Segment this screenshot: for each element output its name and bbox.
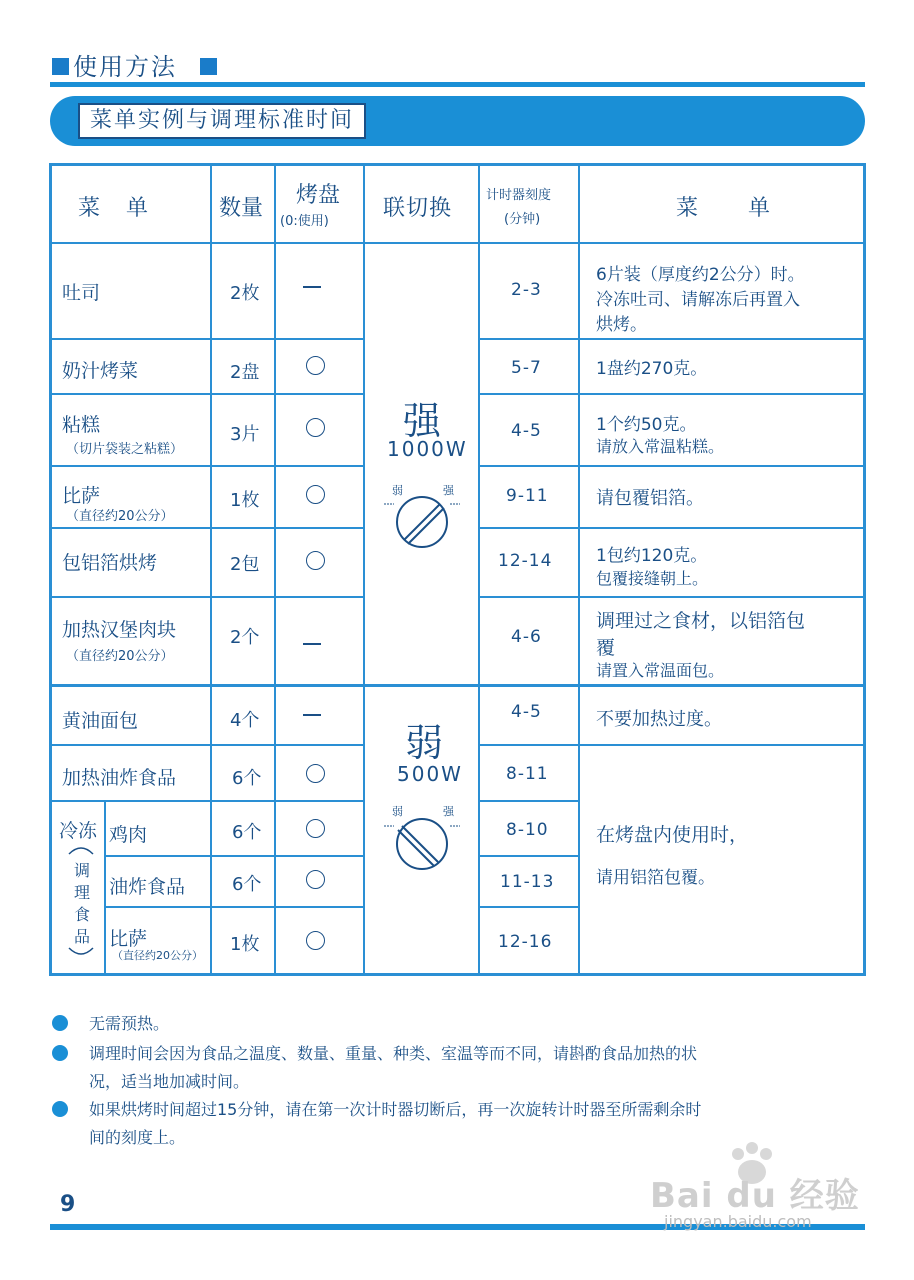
row-note: 1包约120克。 <box>596 546 708 566</box>
row-note: 1盘约270克。 <box>596 359 708 379</box>
row-name: 包铝箔烘烤 <box>62 552 158 574</box>
row-qty: 6个 <box>232 874 262 895</box>
watermark-url: jingyan.baidu.com <box>664 1212 812 1231</box>
row-note: 包覆接缝朝上。 <box>596 569 709 588</box>
timer-knob-low-icon <box>380 814 464 874</box>
row-sub: （直径约20公分） <box>66 509 174 524</box>
row-name: 粘糕 <box>62 414 101 436</box>
header-tray-sub: (0:使用) <box>280 214 329 229</box>
col-divider <box>478 165 480 973</box>
row-name: 油炸食品 <box>109 876 186 898</box>
col-divider <box>104 800 106 973</box>
row-time: 4-5 <box>511 702 542 722</box>
footnote-text: 调理时间会因为食品之温度、数量、重量、种类、室温等而不同，请斟酌食品加热的状 <box>89 1044 698 1063</box>
header-switch: 联切换 <box>383 196 453 221</box>
row-divider <box>478 906 578 908</box>
row-sub: （切片袋装之粘糕） <box>66 442 184 457</box>
section-divider <box>52 684 864 687</box>
row-divider <box>478 744 864 746</box>
row-name: 比萨 <box>109 928 148 950</box>
row-qty: 2盘 <box>230 362 260 383</box>
header-qty: 数量 <box>219 196 264 221</box>
row-divider <box>52 800 363 802</box>
row-divider <box>478 465 864 467</box>
tray-none-icon <box>303 286 321 288</box>
row-name: 比萨 <box>62 485 101 507</box>
high-label: 强 <box>403 399 442 443</box>
col-divider <box>363 165 365 973</box>
row-qty: 6个 <box>232 768 262 789</box>
footnote-text: 无需预热。 <box>89 1014 170 1033</box>
header-timer-sub: (分钟) <box>504 212 541 227</box>
watermark-brand: Bai du 经验 <box>650 1176 860 1216</box>
bracket-bottom-icon <box>66 946 96 960</box>
row-qty: 2个 <box>230 627 260 648</box>
tray-use-icon <box>306 764 325 783</box>
frozen-group-char: 理 <box>74 883 91 902</box>
row-time: 5-7 <box>511 358 542 378</box>
row-name: 鸡肉 <box>109 824 148 846</box>
row-time: 2-3 <box>511 280 542 300</box>
row-note: 调理过之食材，以铝箔包 <box>596 610 806 632</box>
row-note: 不要加热过度。 <box>596 709 722 730</box>
footnote-text: 如果烘烤时间超过15分钟，请在第一次计时器切断后，再一次旋转计时器至所需剩余时 <box>89 1100 702 1119</box>
row-note: 1个约50克。 <box>596 415 697 435</box>
row-qty: 2枚 <box>230 283 260 304</box>
header-note: 菜 单 <box>676 196 773 221</box>
row-note: 请包覆铝箔。 <box>596 488 704 509</box>
row-divider <box>52 465 363 467</box>
tray-none-icon <box>303 643 321 645</box>
header-menu: 菜 单 <box>78 196 151 221</box>
top-rule <box>50 82 865 87</box>
col-divider <box>210 165 212 973</box>
bullet-icon <box>52 1101 68 1117</box>
section-title: 使用方法 <box>73 53 177 81</box>
row-note: 覆 <box>596 637 616 659</box>
row-divider <box>52 338 363 340</box>
col-divider <box>578 165 580 973</box>
row-divider <box>104 906 363 908</box>
row-divider <box>478 596 864 598</box>
timer-knob-high-icon <box>380 492 464 552</box>
footnote-text: 间的刻度上。 <box>89 1128 186 1147</box>
row-name: 加热汉堡肉块 <box>62 619 177 641</box>
row-note: 请置入常温面包。 <box>596 661 725 680</box>
high-watt: 1000W <box>387 437 468 461</box>
knob-high-label: 强 <box>443 805 454 818</box>
page-number: 9 <box>60 1192 76 1217</box>
row-qty: 1枚 <box>230 934 260 955</box>
tray-use-icon <box>306 931 325 950</box>
merged-note: 在烤盘内使用时， <box>596 824 749 846</box>
row-note: 6片装（厚度约2公分）时。 <box>596 265 805 285</box>
row-time: 4-5 <box>511 421 542 441</box>
row-qty: 4个 <box>230 710 260 731</box>
tray-use-icon <box>306 870 325 889</box>
bullet-icon <box>52 1045 68 1061</box>
tray-use-icon <box>306 485 325 504</box>
header-timer: 计时器刻度 <box>486 188 552 203</box>
low-watt: 500W <box>397 762 463 786</box>
title-square-right-icon <box>200 58 217 75</box>
row-divider <box>478 393 864 395</box>
header-tray: 烤盘 <box>296 183 341 208</box>
bracket-top-icon <box>66 842 96 856</box>
row-time: 4-6 <box>511 627 542 647</box>
row-time: 8-10 <box>506 820 549 840</box>
row-time: 9-11 <box>506 486 549 506</box>
row-divider <box>478 855 578 857</box>
row-note: 烘烤。 <box>596 315 647 335</box>
knob-low-label: 弱 <box>392 805 403 818</box>
row-sub: （直径约20公分） <box>66 649 174 664</box>
row-note: 冷冻吐司、请解冻后再置入 <box>596 290 800 310</box>
frozen-group-char: 品 <box>74 927 91 946</box>
row-qty: 3片 <box>230 424 260 445</box>
low-label: 弱 <box>405 721 444 765</box>
row-time: 11-13 <box>500 872 555 892</box>
tray-use-icon <box>306 418 325 437</box>
row-time: 12-14 <box>498 551 553 571</box>
row-divider <box>478 800 578 802</box>
knob-high-label: 强 <box>443 484 454 497</box>
row-time: 12-16 <box>498 932 553 952</box>
row-note: 请放入常温粘糕。 <box>596 437 725 456</box>
col-divider <box>274 165 276 973</box>
title-square-left-icon <box>52 58 69 75</box>
tray-use-icon <box>306 356 325 375</box>
row-sub: （直径约20公分） <box>112 949 203 962</box>
row-qty: 1枚 <box>230 490 260 511</box>
tray-use-icon <box>306 551 325 570</box>
row-time: 8-11 <box>506 764 549 784</box>
row-name: 黄油面包 <box>62 710 139 732</box>
tray-none-icon <box>303 714 321 716</box>
tray-use-icon <box>306 819 325 838</box>
row-name: 加热油炸食品 <box>62 767 177 789</box>
row-divider <box>52 527 363 529</box>
row-divider <box>52 242 864 244</box>
knob-low-label: 弱 <box>392 484 403 497</box>
row-divider <box>104 855 363 857</box>
footnote-text: 况，适当地加减时间。 <box>89 1072 250 1091</box>
row-name: 吐司 <box>62 282 101 304</box>
bullet-icon <box>52 1015 68 1031</box>
frozen-group-char: 调 <box>74 861 91 880</box>
row-divider <box>478 338 864 340</box>
row-qty: 2包 <box>230 554 260 575</box>
row-name: 奶汁烤菜 <box>62 360 139 382</box>
row-divider <box>52 393 363 395</box>
banner-title: 菜单实例与调理标准时间 <box>78 103 366 139</box>
row-divider <box>478 527 864 529</box>
frozen-group-char: 食 <box>74 905 91 924</box>
merged-note: 请用铝箔包覆。 <box>596 868 715 888</box>
row-divider <box>52 596 363 598</box>
row-qty: 6个 <box>232 822 262 843</box>
frozen-group-label: 冷冻 <box>59 820 98 842</box>
row-divider <box>52 744 363 746</box>
